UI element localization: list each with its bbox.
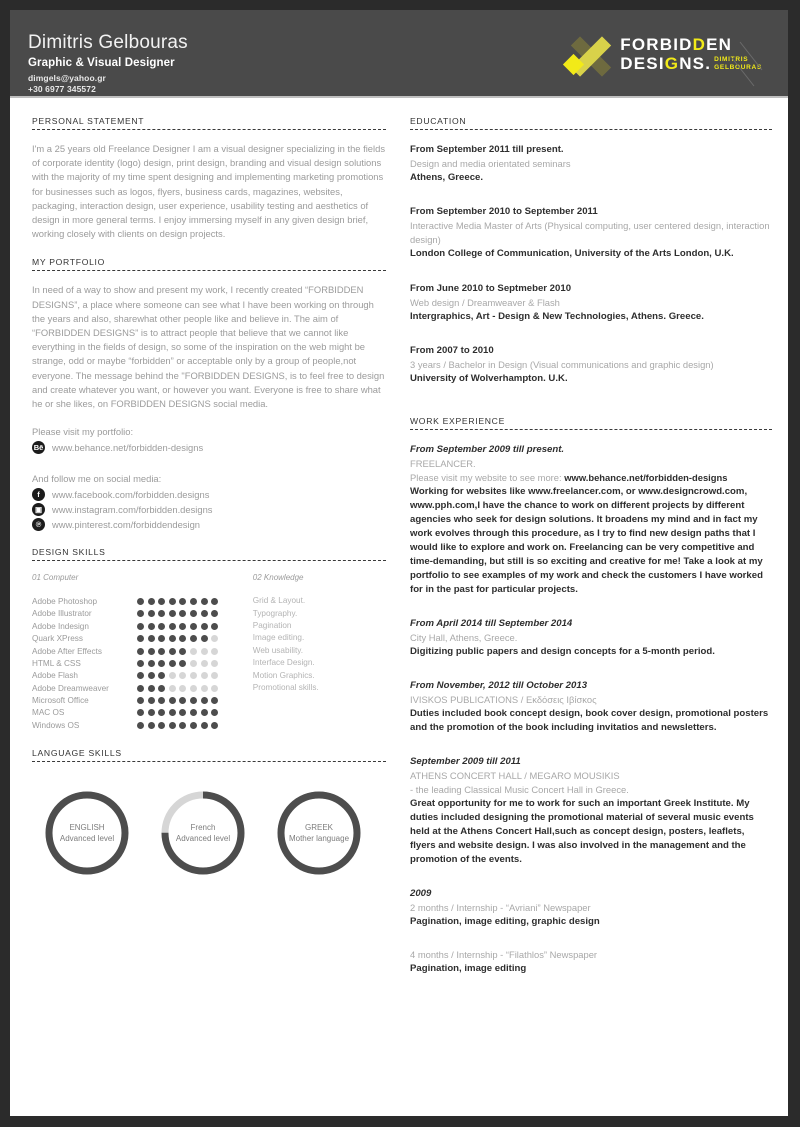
dot-filled [169,709,176,716]
facebook-link-text: www.facebook.com/forbidden.designs [52,489,210,501]
portfolio-heading: MY PORTFOLIO [32,257,106,268]
dot-filled [158,672,165,679]
dot-filled [179,697,186,704]
work-date: 2009 [410,887,432,899]
work-date: From September 2009 till present. [410,443,565,455]
dot-filled [201,635,208,642]
instagram-icon: ▣ [32,503,45,516]
instagram-link-row[interactable] [32,503,386,516]
page-title: Dimitris Gelbouras [28,32,188,53]
education-entry-list [410,142,772,387]
skill-row [32,657,253,669]
dot-filled [158,635,165,642]
dot-filled [169,598,176,605]
dot-filled [137,648,144,655]
skill-name: HTML & CSS [32,658,81,668]
skill-row [32,719,253,731]
dot-filled [190,623,197,630]
skill-row [32,645,253,657]
language-level: Advanced level [175,833,231,843]
work-employer-note: - the leading Classical Music Concert Hall in Greece. [410,783,629,795]
education-institution: Intergraphics, Art - Design & New Technologies, Athens. Greece. [410,310,704,322]
section-education [410,116,772,387]
dot-empty [211,648,218,655]
skill-name: Adobe Dreamweaver [32,683,109,693]
work-employer: 2 months / Internship - “Avriani” Newspaper [410,901,591,913]
knowledge-item: Typography. [252,608,298,618]
skill-rating [137,623,218,630]
work-description: Pagination, image editing, graphic design [410,915,600,927]
dot-filled [211,598,218,605]
skill-row [32,632,253,644]
work-experience-heading: WORK EXPERIENCE [410,415,506,426]
work-entry [410,948,772,976]
skill-rating [137,672,218,679]
pinterest-icon: ℗ [32,518,45,531]
personal-statement-heading: PERSONAL STATEMENT [32,116,145,126]
dot-empty [201,672,208,679]
header-identity [28,32,188,95]
language-label [156,786,250,880]
knowledge-item: Pagination [252,621,292,631]
dot-filled [148,672,155,679]
knowledge-item: Grid & Layout. [252,596,306,606]
education-entry [410,204,772,261]
skill-name: Windows OS [32,720,80,730]
left-column [10,116,408,995]
language-name: GREEK [304,822,333,832]
skill-rating [137,722,218,729]
dot-filled [137,709,144,716]
computer-skill-list [32,595,253,731]
dot-filled [148,635,155,642]
work-entry [410,754,772,867]
divider [32,270,386,271]
dot-filled [148,610,155,617]
dot-filled [201,598,208,605]
dot-filled [179,598,186,605]
logo-line1-part2: EN [706,35,733,54]
section-work-experience [410,416,772,976]
divider [410,129,772,130]
dot-filled [158,598,165,605]
email-text: dimgels@yahoo.gr [28,73,106,83]
dot-filled [201,722,208,729]
right-column [408,116,788,995]
facebook-icon: f [32,488,45,501]
dot-filled [158,648,165,655]
dot-filled [137,610,144,617]
dot-filled [158,685,165,692]
dot-filled [148,623,155,630]
dot-empty [179,685,186,692]
dot-filled [158,610,165,617]
work-entry [410,678,772,735]
work-entry [410,616,772,659]
skill-rating [137,610,218,617]
dot-filled [148,598,155,605]
dot-filled [201,709,208,716]
language-skills-heading: LANGUAGE SKILLS [32,747,122,758]
work-website-line[interactable] [410,471,772,485]
dot-empty [190,685,197,692]
language-level: Advanced level [59,833,115,843]
work-employer: City Hall, Athens, Greece. [410,631,518,643]
dot-filled [201,697,208,704]
skill-rating [137,709,218,716]
dot-filled [148,685,155,692]
dot-filled [137,685,144,692]
dot-empty [169,672,176,679]
dot-empty [211,685,218,692]
skill-name: Quark XPress [32,634,83,644]
dot-filled [179,660,186,667]
logo-sub-line2: GELBOURAS [714,63,762,71]
dot-filled [211,623,218,630]
pinterest-link-text: www.pinterest.com/forbiddendesign [52,519,200,531]
skill-rating [137,635,218,642]
dot-filled [137,722,144,729]
language-circle [272,786,366,880]
skill-name: Adobe Indesign [32,621,89,631]
work-description: Duties included book concept design, book cover design, promotional posters and the promotion of the book including invitatios and newsletters. [410,707,769,733]
divider [32,761,386,762]
dot-filled [137,598,144,605]
education-date: From 2007 to 2010 [410,345,494,357]
education-description: Interactive Media Master of Arts (Physical computing, user centered design, interaction design) [410,220,770,246]
knowledge-label: 02 Knowledge [252,573,304,583]
skill-rating [137,648,218,655]
dot-filled [169,635,176,642]
skill-name: MAC OS [32,708,65,718]
dot-filled [169,623,176,630]
dot-filled [201,610,208,617]
dot-filled [148,660,155,667]
work-description: Working for websites like www.freelancer.com, or www.designcrowd.com, www.pph.com,I have the chance to work on different projects by different agencies who seek for design solutions. It broadens my mind and in fact my work evolves through this procedure, as I try to find new design paths that I would like to explore and work on. Freelancing can be very competitive and time-demanding, but still is so exciting and creative for me! Take a look at my portfolio to see examples of my work and check the customers I have worked for in the past for particular projects. [410,485,763,595]
resume-body [10,98,788,995]
education-entry [410,281,772,324]
dot-filled [190,697,197,704]
education-description: 3 years / Bachelor in Design (Visual communications and graphic design) [410,359,714,371]
work-employer: 4 months / Internship - “Filathlos” Newspaper [410,948,598,960]
dot-empty [201,660,208,667]
knowledge-item: Interface Design. [252,658,315,668]
knowledge-item: Image editing. [252,633,305,643]
dot-filled [169,660,176,667]
dot-filled [169,697,176,704]
work-website-url: www.behance.net/forbidden-designs [564,471,728,483]
dot-filled [190,722,197,729]
design-skills-heading: DESIGN SKILLS [32,547,106,558]
dot-empty [211,635,218,642]
education-date: From September 2011 till present. [410,144,564,155]
logo-slash-decoration [730,40,764,88]
education-date: From September 2010 to September 2011 [410,206,598,218]
work-entry [410,886,772,929]
work-description: Great opportunity for me to work for such an important Greek Institute. My duties included designing the promotional material of several music events held at the Athens Concert Hall,such as concept design, posters, leaflets, flyers and website design. I was also involved in the management and the promotion of the events. [410,797,754,865]
skill-name: Adobe Illustrator [32,609,92,619]
knowledge-item: Web usability. [252,645,303,655]
portfolio-text: In need of a way to show and present my work, I recently created “FORBIDDEN DESIGNS”, a place where someone can see what I have been working on through the years and also, sharewhat other people like and believe in. The aim of “FORBIDDEN DESIGNS” is to attract people that believe that we cannot like everything in the fields of design, so some of the inspiration on the web might be strange, odd or maybe “forbidden” or acceptable only by a group of people,not everyone. The message behind the "FORBIDDEN DESIGNS, is to feel free to design and create whatever you want, or however you want. Everyone is free to share what he or she likes, on FORBIDDEN DESIGNS social media. [32,284,385,410]
logo-line1-part1: FORBID [620,35,693,54]
knowledge-item: Motion Graphics. [252,670,315,680]
skill-name: Adobe Photoshop [32,596,98,606]
phone-text: +30 6977 345572 [28,84,96,94]
knowledge-item: Promotional skills. [252,682,319,692]
skill-row [32,707,253,719]
dot-filled [158,697,165,704]
language-circle-group [32,786,386,880]
work-description: Pagination, image editing [410,962,527,974]
divider [32,129,386,130]
dot-filled [211,610,218,617]
social-lead: And follow me on social media: [32,473,162,485]
dot-filled [190,709,197,716]
dot-filled [211,722,218,729]
dot-filled [211,697,218,704]
logo-line2-part2: NS. [679,54,712,73]
work-employer: FREELANCER. [410,457,476,469]
language-circle [156,786,250,880]
logo-line2-accent: G [664,54,680,73]
dot-filled [137,672,144,679]
language-label [272,786,366,880]
computer-skills-column [32,573,253,731]
education-description: Design and media orientated seminars [410,158,571,169]
dot-filled [169,722,176,729]
education-description: Web design / Dreamweaver & Flash [410,296,560,308]
skill-name: Adobe After Effects [32,646,102,656]
divider [32,560,386,561]
dot-empty [201,648,208,655]
section-personal-statement [32,116,386,241]
logo-line1-accent: D [692,35,707,54]
skill-name: Microsoft Office [32,696,89,706]
resume-page [10,10,788,1116]
education-date: From June 2010 to Septmeber 2010 [410,282,572,294]
dot-filled [179,648,186,655]
knowledge-list [253,595,386,694]
computer-skills-label: 01 Computer [32,573,79,583]
behance-icon: Bē [33,443,44,453]
skill-row [32,620,253,632]
personal-statement-text: I'm a 25 years old Freelance Designer I am a visual designer specializing in the fields of corporate identity (logo) design, print design, branding and visual design solutions with the majority of my time spent designing and implementing marketing promotions for businesses such as logos, flyers, business cards, magazines, websites, packaging, interaction design, user experience, usability testing and aesthetics of design in more general terms. I enjoy immersing myself in any given design brief, working closely with clients on design projects. [32,143,386,240]
section-language-skills [32,748,386,880]
dot-filled [179,623,186,630]
language-level: Mother language [288,833,350,843]
facebook-link-row[interactable] [32,488,386,501]
dot-filled [179,722,186,729]
dot-empty [179,672,186,679]
skill-name: Adobe Flash [32,671,78,681]
dot-filled [158,709,165,716]
dot-empty [190,648,197,655]
section-portfolio [32,257,386,531]
pinterest-link-row[interactable] [32,518,386,531]
language-label [40,786,134,880]
dot-empty [190,660,197,667]
job-title: Graphic & Visual Designer [28,57,175,69]
skill-rating [137,660,218,667]
work-employer: IVISKOS PUBLICATIONS / Εκδόσεις Ιβίσκος [410,693,597,705]
work-entry-list [410,442,772,976]
dot-filled [148,709,155,716]
work-description: Digitizing public papers and design concepts for a 5-month period. [410,645,715,657]
work-website-label: Please visit my website to see more: [410,471,565,483]
dot-filled [179,635,186,642]
skill-rating [137,685,218,692]
language-circle [40,786,134,880]
brand-logo [558,28,762,80]
skill-rating [137,598,218,605]
dot-filled [169,648,176,655]
dot-filled [158,660,165,667]
contact-block [28,73,188,95]
dot-filled [179,610,186,617]
dot-filled [169,610,176,617]
dot-filled [148,648,155,655]
skill-row [32,694,253,706]
dot-filled [190,598,197,605]
logo-sub-line1: DIMITRIS [714,56,749,63]
skill-row [32,682,253,694]
education-institution: University of Wolverhampton. U.K. [410,373,568,385]
divider [410,429,772,430]
section-design-skills [32,547,386,731]
dot-filled [190,635,197,642]
portfolio-lead: Please visit my portfolio: [32,426,134,438]
skill-row [32,670,253,682]
dot-empty [169,685,176,692]
dot-empty [211,660,218,667]
work-date: From November, 2012 till October 2013 [410,679,588,691]
education-heading: EDUCATION [410,116,467,126]
dot-filled [179,709,186,716]
language-name: French [190,822,216,832]
behance-link-text: www.behance.net/forbidden-designs [52,442,204,454]
education-institution: London College of Communication, University of the Arts London, U.K. [410,248,734,260]
education-entry [410,142,772,185]
dot-filled [137,623,144,630]
dot-filled [158,623,165,630]
dot-empty [211,672,218,679]
behance-link-row[interactable] [32,441,386,454]
dot-filled [148,697,155,704]
language-name: ENGLISH [69,822,105,832]
work-date: From April 2014 till September 2014 [410,617,573,629]
logo-line2-part1: DESI [620,54,665,73]
resume-header [10,10,788,98]
knowledge-column [253,573,386,731]
dot-filled [137,697,144,704]
dot-filled [137,635,144,642]
skill-row [32,595,253,607]
instagram-link-text: www.instagram.com/forbidden.designs [52,504,213,516]
work-date: September 2009 till 2011 [410,755,521,767]
education-institution: Athens, Greece. [410,172,484,183]
work-entry [410,442,772,597]
dot-filled [211,709,218,716]
education-entry [410,343,772,386]
dot-filled [201,623,208,630]
dot-filled [190,610,197,617]
skill-row [32,608,253,620]
dot-filled [158,722,165,729]
dot-filled [148,722,155,729]
skill-rating [137,697,218,704]
dot-filled [137,660,144,667]
work-employer: ATHENS CONCERT HALL / MEGARO MOUSIKIS [410,769,620,781]
dot-empty [201,685,208,692]
dot-empty [190,672,197,679]
logo-x-icon [558,28,610,80]
